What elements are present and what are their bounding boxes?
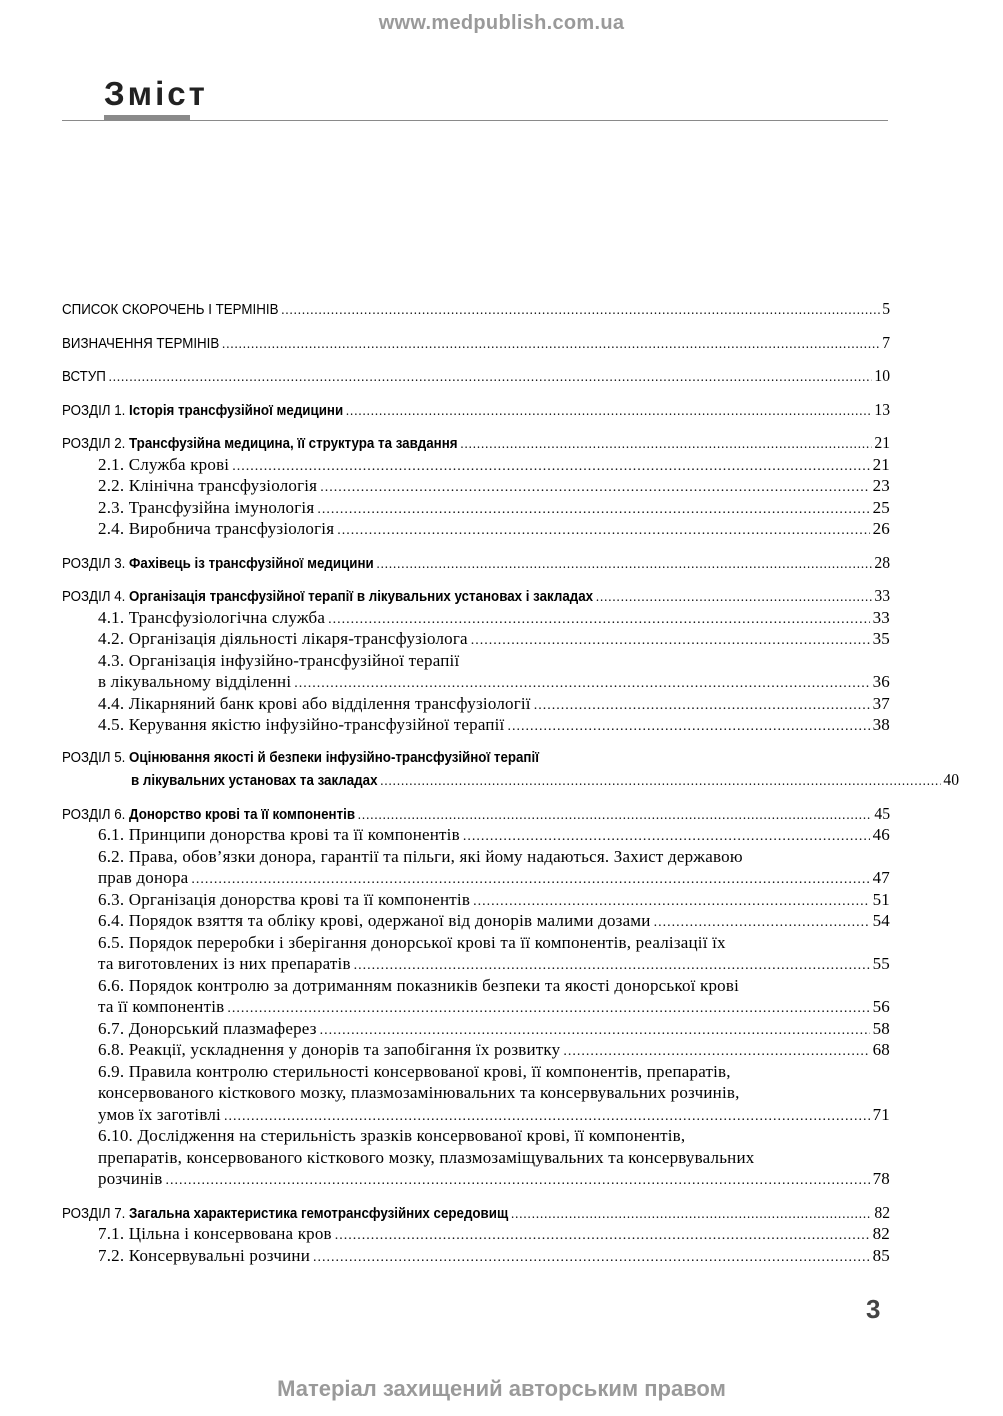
toc-entry-chapter-1[interactable]	[62, 399, 890, 421]
dot-leader	[460, 434, 871, 456]
subentry-title: умов їх заготівлі	[98, 1104, 221, 1124]
toc-entry-chapter-3[interactable]	[62, 552, 890, 574]
chapter-title-line: в лікувальних установах та закладах	[131, 773, 378, 789]
toc-page-number: 56	[872, 997, 890, 1016]
dot-leader	[534, 695, 870, 717]
toc-entry-chapter-5[interactable]	[62, 769, 959, 791]
toc-chapter-6	[62, 803, 890, 1190]
toc-page-number: 7	[882, 332, 891, 352]
toc-section-definitions	[62, 332, 890, 354]
subentry-title: 4.1. Трансфузіологічна служба	[98, 607, 326, 627]
dot-leader	[232, 456, 869, 478]
toc-page-number: 10	[874, 366, 891, 385]
toc-subentry[interactable]	[62, 1223, 890, 1245]
toc-section-introduction	[62, 365, 890, 387]
toc-page-number: 54	[872, 911, 890, 930]
chapter-title: Донорство крові та її компонентів	[129, 806, 356, 823]
dot-leader	[471, 630, 870, 652]
dot-leader	[354, 955, 870, 977]
toc-page-number: 68	[872, 1040, 890, 1059]
toc-page-number: 40	[943, 770, 960, 789]
chapter-prefix: РОЗДІЛ 4.	[62, 589, 126, 605]
subentry-title-line: препаратів, консервованого кісткового мозку, плазмозаміщувальних та консервувальних	[98, 1147, 755, 1167]
toc-entry-chapter-2[interactable]	[62, 432, 890, 454]
toc-chapter-5	[62, 748, 960, 791]
dot-leader	[320, 1020, 870, 1042]
toc-subentry[interactable]	[62, 1104, 890, 1126]
dot-leader	[165, 1170, 869, 1192]
toc-chapter-7	[62, 1202, 890, 1267]
toc-subentry[interactable]	[62, 953, 890, 975]
toc-subentry[interactable]	[62, 628, 890, 650]
toc-page-number: 26	[872, 519, 890, 538]
toc-chapter-2	[62, 432, 890, 540]
toc-entry-abbreviations[interactable]	[62, 298, 890, 320]
copyright-notice: Матеріал захищений авторським правом	[277, 1376, 726, 1401]
toc-entry-title: СПИСОК СКОРОЧЕНЬ І ТЕРМІНІВ	[62, 302, 279, 318]
toc-subentry[interactable]	[62, 1245, 890, 1267]
toc-page-number: 58	[872, 1018, 890, 1038]
toc-subentry[interactable]	[62, 1039, 890, 1061]
toc-subentry[interactable]	[62, 714, 890, 736]
toc-entry-introduction[interactable]	[62, 365, 890, 387]
subentry-title: 2.1. Служба крові	[98, 454, 230, 474]
toc-entry-title: ВИЗНАЧЕННЯ ТЕРМІНІВ	[62, 335, 220, 352]
toc-entry-definitions[interactable]	[62, 332, 890, 354]
title-rule	[62, 120, 888, 121]
site-url: www.medpublish.com.ua	[378, 12, 625, 34]
dot-leader	[346, 401, 872, 423]
toc-page-number: 82	[872, 1224, 890, 1243]
subentry-title-line: 6.2. Права, обов’язки донора, гарантії та пільги, які йому надаються. Захист державою	[98, 846, 743, 866]
subentry-title: 2.3. Трансфузійна імунологія	[98, 497, 315, 517]
toc-page-number: 5	[882, 299, 891, 318]
dot-leader	[507, 716, 869, 738]
chapter-title: Загальна характеристика гемотрансфузійних середовищ	[129, 1205, 509, 1222]
chapter-prefix: РОЗДІЛ 6.	[62, 806, 126, 823]
toc-entry-title: ВСТУП	[62, 369, 106, 385]
subentry-title-line: 6.9. Правила контролю стерильності консервованої крові, її компонентів, препаратів,	[98, 1061, 731, 1081]
subentry-title-line: 6.6. Порядок контролю за дотриманням показників безпеки та якості донорської крові	[98, 975, 740, 995]
subentry-title: 4.5. Керування якістю інфузійно-трансфузійної терапії	[98, 715, 505, 734]
chapter-title: Історія трансфузійної медицини	[129, 402, 344, 419]
chapter-prefix: РОЗДІЛ 1.	[62, 402, 126, 419]
toc-subentry[interactable]	[62, 693, 890, 715]
dot-leader	[376, 554, 871, 576]
toc-subentry[interactable]	[62, 824, 890, 846]
toc-page-number: 35	[872, 629, 890, 648]
subentry-title-line: 6.10. Дослідження на стерильність зразків консервованої крові, її компонентів,	[98, 1126, 686, 1145]
chapter-prefix: РОЗДІЛ 7.	[62, 1205, 126, 1222]
toc-page-number: 46	[872, 825, 890, 844]
dot-leader	[320, 477, 869, 499]
subentry-title: та виготовлених із них препаратів	[98, 954, 351, 973]
toc-subentry[interactable]	[62, 1168, 890, 1190]
subentry-title-line: 4.3. Організація інфузійно-трансфузійної терапії	[98, 650, 460, 670]
dot-leader	[328, 609, 869, 631]
subentry-title: 6.4. Порядок взяття та обліку крові, одержаної від донорів малими дозами	[98, 911, 651, 930]
subentry-title: 6.1. Принципи донорства крові та її компонентів	[98, 825, 460, 844]
toc-chapter-3	[62, 552, 890, 574]
subentry-title: 2.2. Клінічна трансфузіологія	[98, 476, 318, 495]
toc-page-number: 25	[872, 497, 890, 517]
toc-entry-chapter-6[interactable]	[62, 803, 890, 825]
subentry-title: розчинів	[98, 1169, 163, 1188]
toc-page-number: 23	[872, 476, 890, 495]
table-of-contents	[62, 298, 960, 1278]
toc-page-number: 45	[874, 803, 891, 823]
toc-page-number: 28	[874, 552, 891, 572]
toc-page-number: 33	[874, 586, 891, 605]
chapter-prefix: РОЗДІЛ 3.	[62, 555, 126, 572]
toc-page-number: 51	[872, 889, 890, 909]
toc-subentry[interactable]	[62, 889, 890, 911]
page-number: 3	[866, 1294, 881, 1324]
toc-section-abbreviations	[62, 298, 890, 320]
subentry-title: 6.8. Реакції, ускладнення у донорів та запобігання їх розвитку	[98, 1040, 561, 1059]
dot-leader	[380, 771, 940, 793]
toc-page-number: 33	[872, 607, 890, 627]
toc-page-number: 36	[872, 672, 890, 691]
toc-page-number: 55	[872, 954, 890, 973]
dot-leader	[335, 1225, 870, 1247]
page-title: Зміст	[104, 75, 208, 112]
subentry-title: прав донора	[98, 868, 189, 887]
toc-page-number: 71	[872, 1104, 890, 1124]
toc-subentry[interactable]	[62, 497, 890, 519]
subentry-title: 4.2. Організація діяльності лікаря-трансфузіолога	[98, 629, 468, 648]
subentry-title: в лікувальному відділенні	[98, 672, 292, 691]
chapter-title: Трансфузійна медицина, її структура та завдання	[129, 436, 458, 452]
subentry-title: 6.7. Донорський плазмаферез	[98, 1018, 317, 1038]
toc-subentry[interactable]	[62, 607, 890, 629]
toc-entry-chapter-4[interactable]	[62, 585, 890, 607]
dot-leader	[294, 673, 869, 695]
dot-leader	[313, 1247, 870, 1269]
chapter-prefix: РОЗДІЛ 2.	[62, 436, 126, 452]
toc-page-number: 82	[874, 1202, 891, 1222]
toc-page-number: 78	[872, 1169, 890, 1188]
subentry-title: 2.4. Виробнича трансфузіологія	[98, 519, 335, 538]
toc-subentry[interactable]	[62, 867, 890, 889]
toc-subentry[interactable]	[62, 671, 890, 693]
subentry-title-line: консервованого кісткового мозку, плазмозамінювальних та консервувальних розчинів,	[98, 1083, 740, 1102]
toc-subentry[interactable]	[62, 996, 890, 1018]
dot-leader	[511, 1204, 872, 1226]
dot-leader	[358, 805, 872, 827]
toc-subentry[interactable]	[62, 518, 890, 540]
subentry-title: 7.1. Цільна і консервована кров	[98, 1224, 332, 1243]
toc-subentry[interactable]	[62, 910, 890, 932]
dot-leader	[281, 300, 879, 322]
chapter-title: Організація трансфузійної терапії в лікувальних установах і закладах	[129, 589, 594, 605]
chapter-title: Фахівець із трансфузійної медицини	[129, 555, 374, 572]
dot-leader	[463, 826, 870, 848]
dot-leader	[596, 587, 872, 609]
dot-leader	[473, 891, 870, 913]
dot-leader	[191, 869, 869, 891]
toc-entry-chapter-5-line1[interactable]	[62, 748, 890, 770]
toc-page-number: 47	[872, 868, 890, 887]
dot-leader	[337, 520, 869, 542]
toc-page-number: 37	[872, 693, 890, 713]
subentry-title-line: 6.5. Порядок переробки і зберігання донорської крові та її компонентів, реалізації їх	[98, 932, 726, 952]
toc-page-number: 13	[874, 399, 891, 419]
toc-chapter-4	[62, 585, 890, 736]
toc-page-number: 21	[872, 454, 890, 474]
dot-leader	[109, 367, 872, 389]
dot-leader	[224, 1106, 870, 1128]
toc-page-number: 85	[872, 1245, 890, 1265]
chapter-title: Оцінювання якості й безпеки інфузійно-трансфузійної терапії	[129, 749, 539, 766]
toc-page-number: 38	[872, 715, 890, 734]
toc-subentry[interactable]	[62, 1018, 890, 1040]
toc-subentry[interactable]	[62, 475, 890, 497]
dot-leader	[654, 912, 870, 934]
subentry-title: та її компонентів	[98, 997, 225, 1016]
dot-leader	[222, 334, 879, 356]
dot-leader	[227, 998, 869, 1020]
dot-leader	[563, 1041, 869, 1063]
chapter-prefix: РОЗДІЛ 5.	[62, 749, 126, 766]
dot-leader	[317, 499, 869, 521]
subentry-title: 6.3. Організація донорства крові та її компонентів	[98, 889, 471, 909]
toc-entry-chapter-7[interactable]	[62, 1202, 890, 1224]
toc-subentry[interactable]	[62, 454, 890, 476]
subentry-title: 7.2. Консервувальні розчини	[98, 1245, 311, 1265]
toc-chapter-1	[62, 399, 890, 421]
subentry-title: 4.4. Лікарняний банк крові або відділення трансфузіології	[98, 693, 531, 713]
toc-page-number: 21	[874, 433, 891, 452]
